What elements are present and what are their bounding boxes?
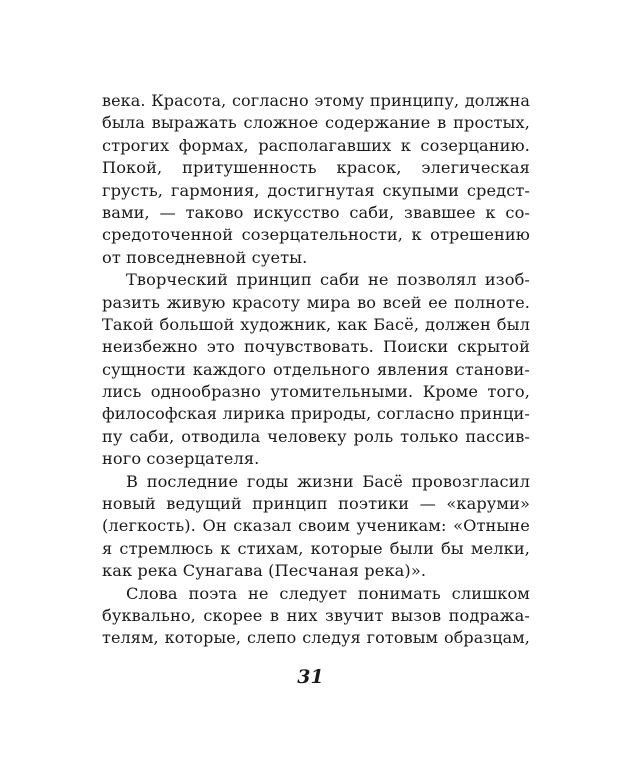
text-line: (легкость). Он сказал своим ученикам: «Отныне: [102, 516, 530, 536]
text-line: лись однообразно утомительными. Кроме того,: [102, 382, 530, 402]
text-line: строгих формах, располагавших к созерцанию.: [102, 135, 530, 155]
text-line: неизбежно это почувствовать. Поиски скрытой: [102, 337, 530, 357]
text-line: Такой большой художник, как Басё, должен был: [102, 314, 530, 334]
text-line: я стремлюсь к стихам, которые были бы мелки,: [102, 538, 530, 558]
text-line: телям, которые, слепо следуя готовым образцам,: [102, 628, 530, 648]
text-line: от повседневной суеты.: [102, 247, 308, 267]
text-line: пу саби, отводила человеку роль только пассив-: [102, 426, 530, 446]
text-line: Слова поэта не следует понимать слишком: [126, 583, 530, 603]
text-line: В последние годы жизни Басё провозгласил: [126, 471, 530, 491]
text-line: грусть, гармония, достигнутая скупыми средст-: [102, 180, 530, 200]
text-line: века. Красота, согласно этому принципу, должна: [102, 91, 530, 110]
text-line: философская лирика природы, согласно принци-: [102, 404, 530, 424]
text-line: была выражать сложное содержание в простых,: [102, 113, 530, 133]
text-line: средоточенной созерцательности, к отрешению: [102, 225, 530, 245]
text-line: сущности каждого отдельного явления станови-: [102, 359, 530, 379]
text-line: разить живую красоту мира во всей ее полноте.: [102, 292, 530, 312]
text-line: вами, — таково искусство саби, звавшее к со-: [102, 202, 530, 222]
text-line: новый ведущий принцип поэтики — «каруми»: [102, 494, 530, 514]
text-line: буквально, скорее в них звучит вызов подража-: [102, 605, 530, 625]
page-number: 31: [297, 666, 324, 688]
text-line: ного созерцателя.: [102, 449, 260, 469]
text-line: Покой, притушенность красок, элегическая: [102, 158, 530, 178]
text-line: как река Сунагава (Песчаная река)».: [102, 561, 427, 581]
body-text: [102, 90, 530, 650]
text-line: Творческий принцип саби не позволял изоб-: [126, 270, 530, 290]
